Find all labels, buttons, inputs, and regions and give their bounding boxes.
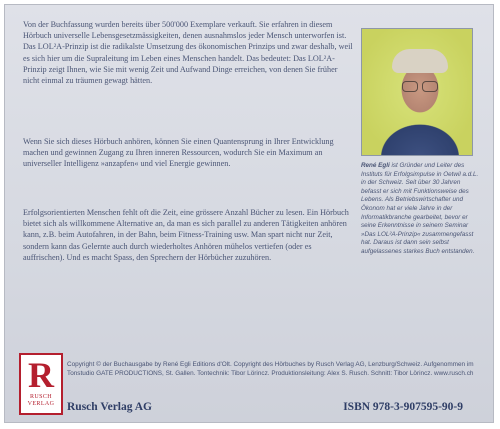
publisher-name: Rusch Verlag AG: [67, 401, 152, 413]
cd-back-cover: [4, 4, 494, 423]
isbn-number: ISBN 978-3-907595-90-9: [343, 401, 463, 413]
rusch-verlag-logo: [19, 353, 63, 415]
logo-line-2: VERLAG: [27, 401, 55, 407]
logo-line-1: RUSCH: [29, 394, 52, 400]
glasses-right-lens: [422, 81, 438, 92]
audiobook-paragraph: Erfolgsorientierten Menschen fehlt oft die Zeit, eine grössere Anzahl Bücher zu lesen. Ein Hörbuch bietet sich als willkommene Alternative an, da man es sich parallel zu anderen Tätigkeiten anhören kann, z.B. beim Autofahren, in der Bahn, beim Fitness-Training usw. Man spart nicht nur Zeit, sondern kann das Gelernte auch durch wiederholtes Anhören mühelos vertiefen (oder es auffrischen). Und es macht Spass, den Sprechern der Hörbücher zuzuhören.: [23, 208, 349, 262]
quantum-paragraph: Wenn Sie sich dieses Hörbuch anhören, können Sie einen Quantensprung in Ihrer Entwicklung machen und gewinnen Zugang zu Ihren inneren Ressourcen, wodurch Sie ein Maximum an universeller Intelligenz »anzapfen« und viel Energie gewinnen.: [23, 137, 334, 169]
author-hair-shape: [392, 49, 448, 73]
logo-letter: R: [28, 355, 54, 395]
author-photo: [361, 28, 473, 156]
author-bio: [361, 162, 479, 257]
intro-paragraph: Von der Buchfassung wurden bereits über 500'000 Exemplare verkauft. Sie erfahren in diesem Hörbuch universelle Lebensgesetzmässigkeiten, denen ausnahmslos jeder Mensch unterworfen ist. Das LOL²A-Prinzip ist die radikalste Umsetzung des ökonomischen Prinzips und zwar deshalb, weil es sich hier um die Supraleitung im Leben eines Menschen handelt. Das bedeutet: Das LOL²A-Prinzip zeigt Ihnen, wie Sie mit wenig Zeit und Aufwand Dinge erreichen, von denen Sie früher nicht einmal zu träumen gewagt hätten.: [23, 20, 353, 86]
copyright-notice: Copyright © der Buchausgabe by René Egli Editions d'Olt. Copyright des Hörbuches by Rusch Verlag AG, Lenzburg/Schweiz. Aufgenommen im Tonstudio GATE PRODUCTIONS, St. Gallen. Tontechnik: Tibor Lörincz. Produktionsleitung: Alex S. Rusch. Schnitt: Tibor Lörincz. www.rusch.ch: [67, 361, 474, 377]
glasses-left-lens: [402, 81, 418, 92]
author-name: René Egli: [361, 162, 390, 169]
author-bio-text: ist Gründer und Leiter des Instituts für Erfolgsimpulse in Oetwil a.d.L. in der Schweiz. Seit über 30 Jahren befasst er sich mit Funktionsweise des Lebens. Als Betriebswirtschafter und Ökonom hat er viele Jahre in der Informatikbranche gearbeitet, bevor er seine Erkenntnisse in seinem Seminar »Das LOL²A-Prinzip« zusammengefasst hat. Daraus ist dann sein selbst aufgelassenes starkes Buch entstanden.: [361, 162, 479, 255]
